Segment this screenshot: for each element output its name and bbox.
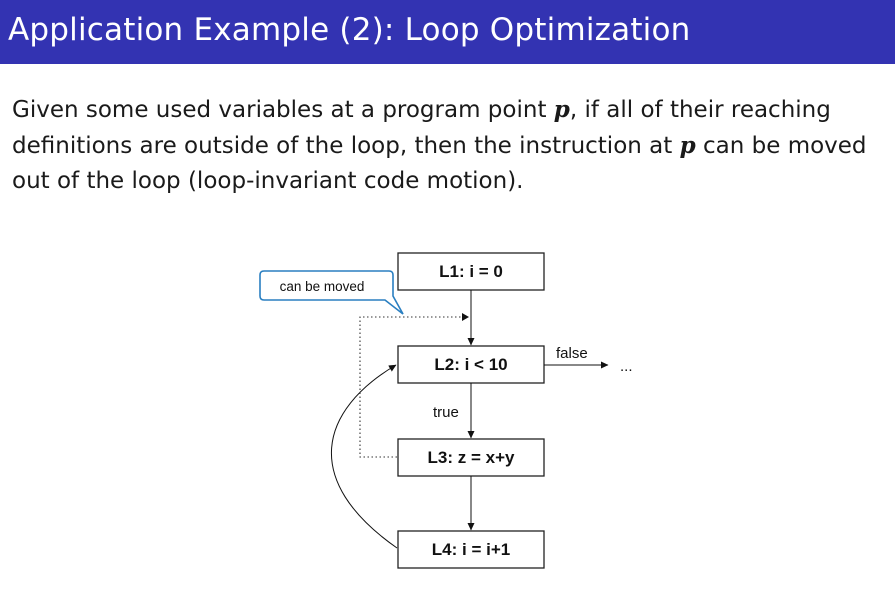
- body-text-part-2: , if all of their reaching definitions are outside of the loop, then the instruction at: [12, 97, 831, 159]
- body-text-part-1: Given some used variables at a program point: [12, 97, 554, 123]
- node-l3-label: L3: z = x+y: [427, 448, 515, 467]
- variable-p-1: p: [553, 96, 570, 123]
- exit-ellipsis: ...: [620, 358, 633, 375]
- callout-text: can be moved: [279, 279, 365, 294]
- node-l2-label: L2: i < 10: [434, 355, 508, 374]
- callout-can-be-moved: [260, 271, 403, 314]
- move-indicator-arrowhead: [462, 313, 469, 321]
- edge-label-false: false: [556, 345, 588, 362]
- node-l1-label: L1: i = 0: [439, 262, 503, 281]
- variable-p-2: p: [679, 132, 696, 159]
- node-l2: [398, 346, 544, 383]
- node-l3: [398, 439, 544, 476]
- body-text-part-3: can be moved out of the loop (loop-invariant code motion).: [12, 133, 867, 194]
- move-indicator-dotted-line: [360, 317, 468, 457]
- node-l4-label: L4: i = i+1: [431, 540, 511, 559]
- slide-title: Application Example (2): Loop Optimization: [8, 12, 691, 48]
- node-l4: [398, 531, 544, 568]
- edge-label-true: true: [433, 404, 459, 421]
- node-l1: [398, 253, 544, 290]
